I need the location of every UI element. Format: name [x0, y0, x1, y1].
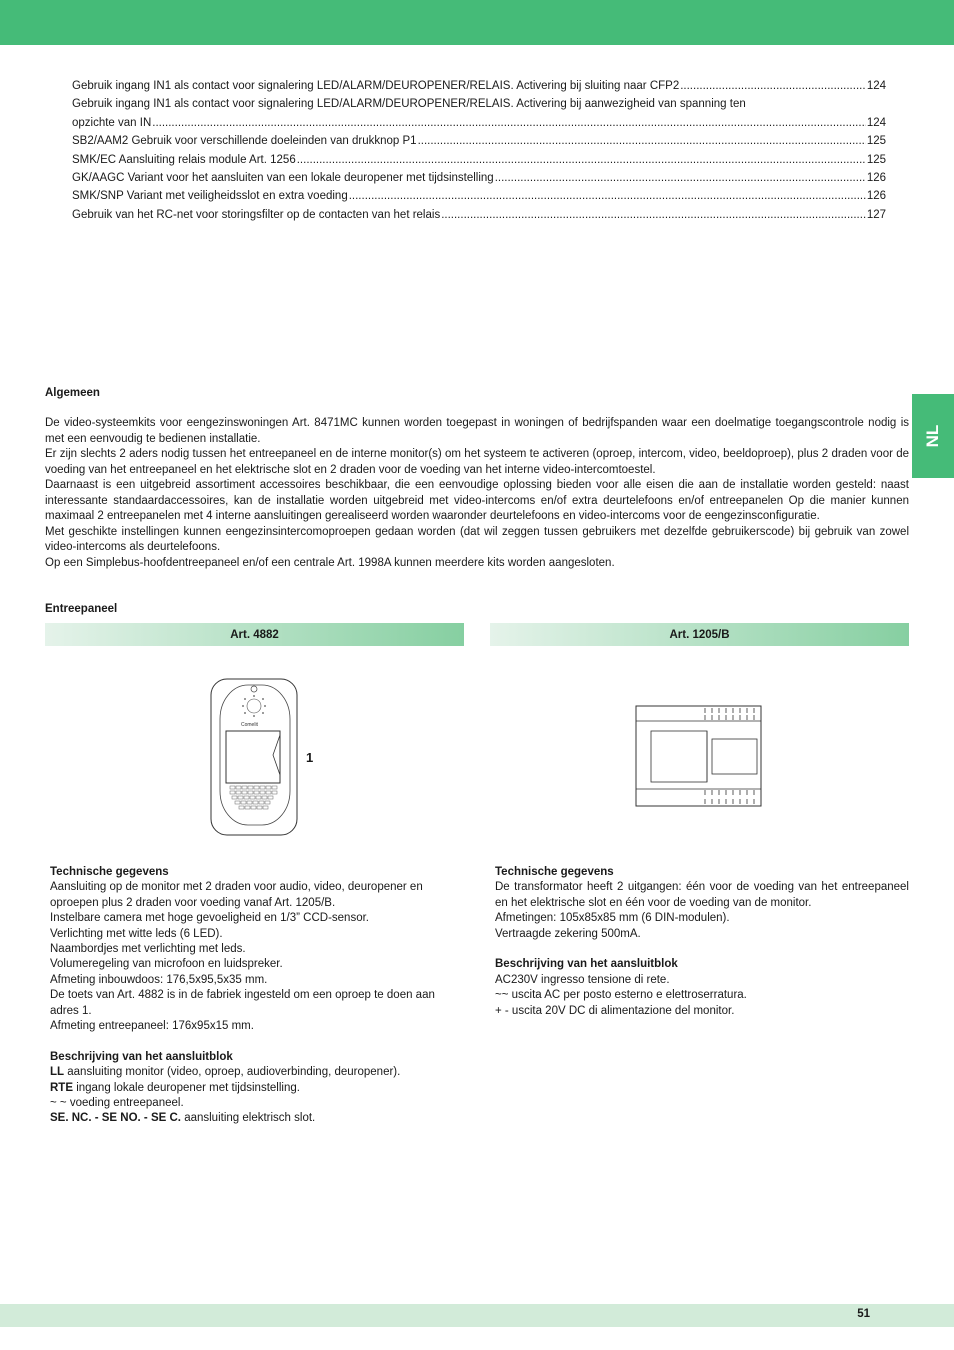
paragraph: Op een Simplebus-hoofdentreepaneel en/of een centrale Art. 1998A kunnen meerdere kits worden aangesloten. — [45, 556, 615, 569]
tech-line: Aansluiting op de monitor met 2 draden voor audio, video, deuropener en oproepen plus 2 draden voor voeding vanaf Art. 1205/B. — [50, 881, 423, 909]
product-bar-right — [490, 623, 909, 646]
product-bar-left — [45, 623, 464, 646]
terminal-label: RTE — [50, 1081, 73, 1094]
figure-callout: 1 — [306, 750, 314, 765]
brand-logo: Comelit — [241, 722, 258, 728]
terminal-text: ~ ~ voeding entreepaneel. — [50, 1097, 184, 1110]
terminal-line — [50, 1111, 464, 1126]
terminal-label: LL — [50, 1066, 65, 1079]
tech-heading: Technische gegevens — [50, 866, 169, 878]
entrance-panel-illustration — [205, 675, 305, 840]
toc-leader — [152, 114, 866, 132]
tech-line: Vertraagde zekering 500mA. — [495, 927, 641, 940]
block-heading: Beschrijving van het aansluitblok — [50, 1050, 233, 1063]
header-band — [0, 0, 954, 45]
toc-entry-title: SB2/AAM2 Gebruik voor verschillende doeleinden van drukknop P1 — [72, 135, 417, 148]
terminal-line — [50, 1065, 464, 1080]
paragraph: De video-systeemkits voor eengezinswoningen Art. 8471MC kunnen worden toegepast in woningen of bedrijfspanden waar een doelmatige toegangscontrole nodig is met een eenvoudig te bedienen installatie. — [45, 417, 909, 445]
terminal-text: aansluiting monitor (video, oproep, audioverbinding, deuropener). — [64, 1066, 401, 1079]
language-tab[interactable] — [912, 394, 954, 478]
toc-entry[interactable] — [72, 77, 886, 95]
toc-entry[interactable] — [72, 187, 886, 205]
toc-leader — [297, 151, 866, 169]
tech-line: Volumeregeling van microfoon en luidspreker. — [50, 958, 283, 971]
left-column — [50, 865, 464, 1127]
toc-entry[interactable] — [72, 151, 886, 169]
tech-line: Instelbare camera met hoge gevoeligheid en 1/3” CCD-sensor. — [50, 912, 369, 925]
toc-entry[interactable] — [72, 95, 886, 132]
toc-entry-title: Gebruik ingang IN1 als contact voor signalering LED/ALARM/DEUROPENER/RELAIS. Activering bij sluiting naar CFP2 — [72, 80, 680, 92]
toc-leader — [495, 169, 866, 187]
tech-line: Verlichting met witte leds (6 LED). — [50, 927, 223, 940]
terminal-line — [50, 1096, 464, 1111]
toc-leader — [680, 77, 866, 95]
toc-entry-title-line1: Gebruik ingang IN1 als contact voor signalering LED/ALARM/DEUROPENER/RELAIS. Activering bij aanwezigheid van spanning ten — [72, 98, 746, 111]
block-line: ~~ uscita AC per posto esterno e elettroserratura. — [495, 989, 747, 1002]
toc-leader — [349, 187, 866, 205]
section-heading-algemeen: Algemeen — [45, 387, 100, 399]
paragraph: Er zijn slechts 2 aders nodig tussen het entreepaneel en de interne monitor(s) om het systeem te activeren (oproep, intercom, video, beeldoproep), plus 2 draden voor de voeding van het entreepaneel en het elektrische slot en 2 draden voor de voeding van het interne video-intercomtoestel. — [45, 448, 909, 476]
toc-entry-title: opzichte van IN — [72, 116, 152, 129]
page-number: 51 — [857, 1308, 870, 1320]
toc-entry-page: 125 — [866, 135, 886, 148]
toc-entry[interactable] — [72, 169, 886, 187]
toc-entry-page: 127 — [866, 208, 886, 221]
product-bar-label: Art. 1205/B — [669, 628, 730, 641]
language-tab-label: NL — [923, 424, 942, 448]
toc-entry-title: Gebruik van het RC-net voor storingsfilter op de contacten van het relais — [72, 208, 441, 221]
toc-leader — [441, 206, 866, 224]
toc-entry-page: 124 — [866, 80, 886, 92]
block-heading: Beschrijving van het aansluitblok — [495, 958, 678, 971]
terminal-label: SE. NC. - SE NO. - SE C. — [50, 1112, 181, 1125]
toc-leader — [418, 132, 866, 150]
toc-entry-page: 126 — [866, 172, 886, 185]
toc-entry-title: GK/AAGC Variant voor het aansluiten van een lokale deuropener met tijdsinstelling — [72, 172, 494, 185]
algemeen-body — [45, 416, 909, 571]
section-heading-entreepaneel: Entreepaneel — [45, 603, 118, 615]
toc-entry-page: 126 — [866, 190, 886, 203]
tech-line: Afmetingen: 105x85x85 mm (6 DIN-modulen). — [495, 912, 730, 925]
tech-line: Naambordjes met verlichting met leds. — [50, 943, 246, 956]
paragraph: Daarnaast is een uitgebreid assortiment accessoires beschikbaar, die een eenvoudige oplossing bieden voor alle eisen die aan de installatie worden gesteld: naast interessante standaardaccessoires, kan de installatie worden uitgebreid met video-intercoms en/of extra deurtelefoons en/of entreepanelen Op die manier kunnen maximaal 2 entreepanelen met 4 interne aansluitingen gerealiseerd worden waaronder deurtelefoons en video-intercoms voor de eengezinsconfiguratie. — [45, 479, 909, 522]
tech-heading: Technische gegevens — [495, 866, 614, 878]
block-line: + - uscita 20V DC di alimentazione del monitor. — [495, 1004, 735, 1017]
tech-line: De transformator heeft 2 uitgangen: één voor de voeding van het entreepaneel en het elektrische slot en één voor de voeding van de monitor. — [495, 881, 909, 909]
table-of-contents — [72, 77, 886, 224]
terminal-text: ingang lokale deuropener met tijdsinstelling. — [73, 1081, 300, 1094]
toc-entry-title: SMK/EC Aansluiting relais module Art. 1256 — [72, 153, 296, 166]
terminal-line — [50, 1081, 464, 1096]
product-bar-label: Art. 4882 — [230, 628, 279, 641]
block-line: AC230V ingresso tensione di rete. — [495, 973, 670, 986]
terminal-text: aansluiting elektrisch slot. — [181, 1112, 316, 1125]
tech-line: De toets van Art. 4882 is in de fabriek ingesteld om een oproep te doen aan adres 1. — [50, 989, 435, 1017]
right-column — [495, 865, 909, 1019]
tech-line: Afmeting inbouwdoos: 176,5x95,5x35 mm. — [50, 973, 268, 986]
toc-entry-page: 124 — [866, 116, 886, 129]
transformer-illustration — [635, 705, 765, 809]
paragraph: Met geschikte instellingen kunnen eengezinsintercomoproepen gedaan worden (dat wil zeggen tussen gebruikers met dezelfde gebruikerscode) bij gebruik van zowel video-intercoms als deurtelefoons. — [45, 525, 909, 553]
toc-entry-title: SMK/SNP Variant met veiligheidsslot en extra voeding — [72, 190, 348, 203]
tech-line: Afmeting entreepaneel: 176x95x15 mm. — [50, 1020, 254, 1033]
toc-entry-page: 125 — [866, 153, 886, 166]
toc-entry[interactable] — [72, 132, 886, 150]
toc-entry[interactable] — [72, 206, 886, 224]
footer-band — [0, 1304, 954, 1327]
